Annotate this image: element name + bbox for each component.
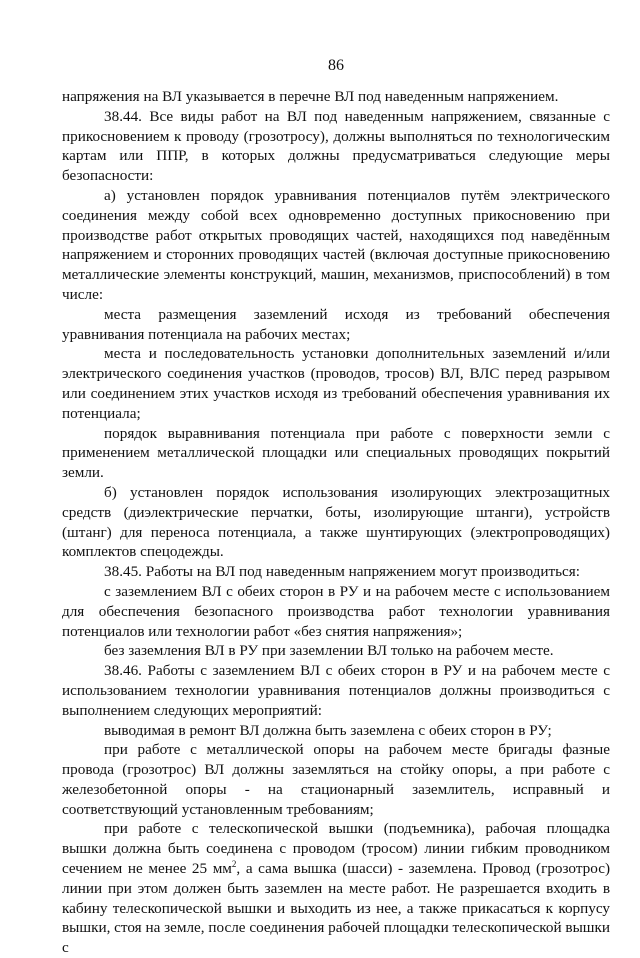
paragraph: 38.44. Все виды работ на ВЛ под наведенным напряжением, связанные с прикосновением к проводу (грозотросу), должны выполняться по технологическим картам или ППР, в которых должны предусматриваться следующие меры безопасности: <box>62 107 610 185</box>
paragraph <box>62 819 610 958</box>
body-text <box>62 87 610 958</box>
paragraph: места размещения заземлений исходя из требований обеспечения уравнивания потенциала на рабочих местах; <box>62 305 610 343</box>
paragraph: порядок выравнивания потенциала при работе с поверхности земли с применением металлической площадки или специальных проводящих покрытий земли. <box>62 424 610 482</box>
page-number: 86 <box>328 57 344 74</box>
paragraph: а) установлен порядок уравнивания потенциалов путём электрического соединения между собой всех одновременно доступных прикосновению при производстве работ открытых проводящих частей, находящихся под наведённым напряжением и сторонних проводящих частей (включая доступные прикосновению металлические элементы конструкций, машин, механизмов, приспособлений) в том числе: <box>62 186 610 303</box>
paragraph: напряжения на ВЛ указывается в перечне ВЛ под наведенным напряжением. <box>62 88 559 105</box>
paragraph: места и последовательность установки дополнительных заземлений и/или электрического соединения участков (проводов, тросов) ВЛ, ВЛС перед разрывом или соединением этих участков исходя из требований обеспечения уравнивания их потенциала; <box>62 345 610 422</box>
paragraph-text-part: при работе с телескопической вышки (подъемника), рабочая площадка вышки должна быть соединена с проводом (тросом) линии гибким проводником сечением не менее 25 мм <box>62 820 610 878</box>
paragraph: 38.46. Работы с заземлением ВЛ с обеих сторон в РУ и на рабочем месте с использованием технологии уравнивания потенциалов должны производиться с выполнением следующих мероприятий: <box>62 662 610 719</box>
paragraph: 38.45. Работы на ВЛ под наведенным напряжением могут производиться: <box>104 563 580 581</box>
paragraph: выводимая в ремонт ВЛ должна быть заземлена с обеих сторон в РУ; <box>104 721 552 739</box>
paragraph: при работе с металлической опоры на рабочем месте бригады фазные провода (грозотрос) ВЛ должны заземляться на стойку опоры, а при работе с железобетонной опоры - на стационарный заземлитель, исправный и соответствующий установленным требованиям; <box>62 741 610 818</box>
paragraph: с заземлением ВЛ с обеих сторон в РУ и на рабочем месте с использованием для обеспечения безопасного производства работ технологии уравнивания потенциалов или технологии работ «без снятия напряжения»; <box>62 582 610 640</box>
paragraph: без заземления ВЛ в РУ при заземлении ВЛ только на рабочем месте. <box>104 642 554 660</box>
superscript: 2 <box>231 859 237 870</box>
paragraph-text-part: , а сама вышка (шасси) - заземлена. Провод (грозотрос) линии при этом должен быть заземлен на месте работ. Не разрешается входить в кабину телескопической вышки и выходить из нее, а также прикасаться к корпусу вышки, стоя на земле, после соединения рабочей площадки телескопической вышки с <box>62 860 611 957</box>
paragraph: б) установлен порядок использования изолирующих электрозащитных средств (диэлектрические перчатки, боты, изолирующие штанги), устройств (штанг) для переноса потенциала, а также шунтирующих (электропроводящих) комплектов спецодежды. <box>62 483 610 561</box>
